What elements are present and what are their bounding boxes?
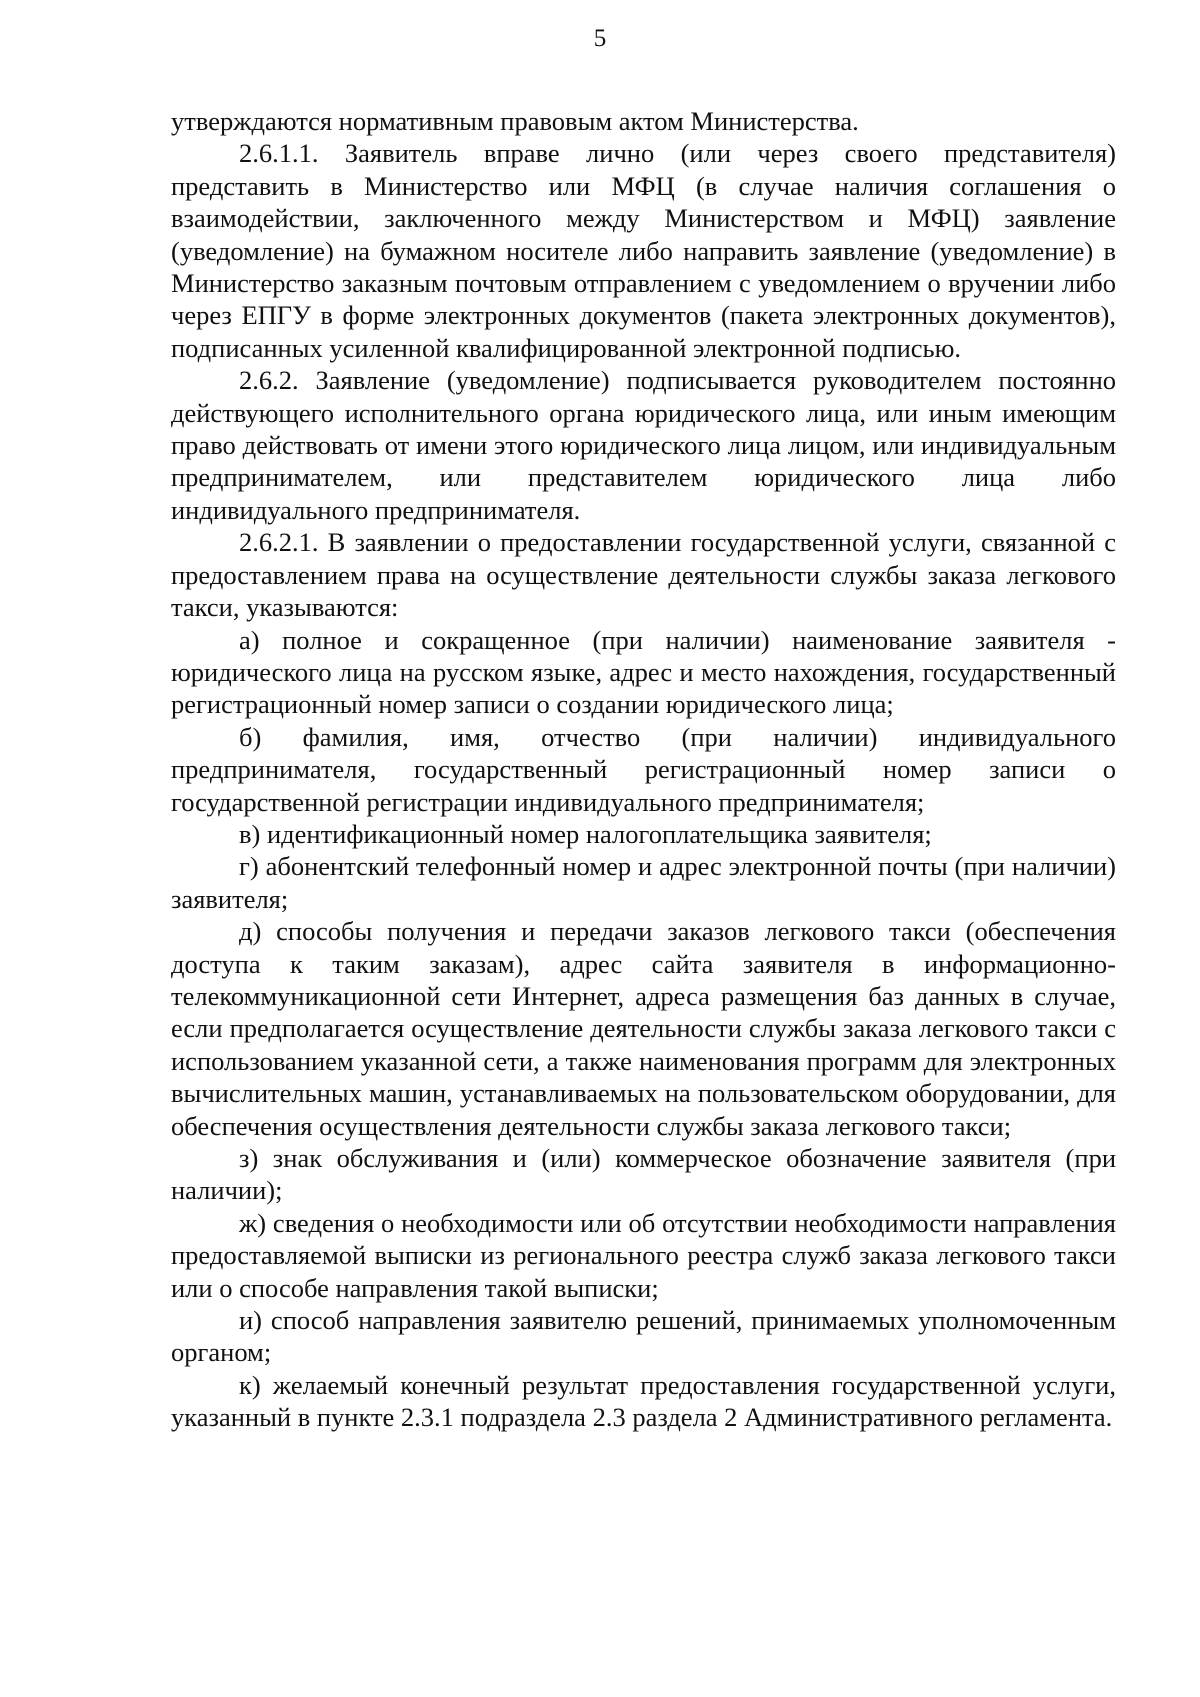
page-number: 5 [593, 25, 607, 52]
paragraph-2-6-2-1: 2.6.2.1. В заявлении о предоставлении государственной услуги, связанной с предоставлением права на осуществление деятельности службы заказа легкового такси, указываются: [171, 527, 1116, 623]
list-item-g: г) абонентский телефонный номер и адрес электронной почты (при наличии) заявителя; [171, 851, 1116, 914]
list-item-a: а) полное и сокращенное (при наличии) наименование заявителя - юридического лица на русском языке, адрес и место нахождения, государственный регистрационный номер записи о создании юридического лица; [171, 624, 1116, 720]
paragraph-2-6-2: 2.6.2. Заявление (уведомление) подписывается руководителем постоянно действующего исполнительного органа юридического лица, или иным имеющим право действовать от имени этого юридического лица лицом, или индивидуальным предпринимателем, или представителем юридического лица либо индивидуального предпринимателя. [171, 365, 1116, 525]
list-item-zh: ж) сведения о необходимости или об отсутствии необходимости направления предоставляемой выписки из регионального реестра служб заказа легкового такси или о способе направления такой выписки; [171, 1207, 1116, 1303]
paragraph-continuation: утверждаются нормативным правовым актом Министерства. [171, 106, 859, 136]
document-body [171, 105, 1116, 1434]
list-item-d: д) способы получения и передачи заказов легкового такси (обеспечения доступа к таким заказам), адрес сайта заявителя в информационно-телекоммуникационной сети Интернет, адреса размещения баз данных в случае, если предполагается осуществление деятельности службы заказа легкового такси с использованием указанной сети, а также наименования программ для электронных вычислительных машин, устанавливаемых на пользовательском оборудовании, для обеспечения осуществления деятельности службы заказа легкового такси; [171, 916, 1116, 1141]
list-item-k: к) желаемый конечный результат предоставления государственной услуги, указанный в пункте 2.3.1 подраздела 2.3 раздела 2 Административного регламента. [171, 1369, 1116, 1433]
paragraph-2-6-1-1: 2.6.1.1. Заявитель вправе лично (или через своего представителя) представить в Министерство или МФЦ (в случае наличия соглашения о взаимодействии, заключенного между Министерством и МФЦ) заявление (уведомление) на бумажном носителе либо направить заявление (уведомление) в Министерство заказным почтовым отправлением с уведомлением о вручении либо через ЕПГУ в форме электронных документов (пакета электронных документов), подписанных усиленной квалифицированной электронной подписью. [171, 138, 1116, 363]
list-item-b: б) фамилия, имя, отчество (при наличии) индивидуального предпринимателя, государственный регистрационный номер записи о государственной регистрации индивидуального предпринимателя; [171, 721, 1116, 817]
list-item-v: в) идентификационный номер налогоплательщика заявителя; [239, 818, 932, 849]
list-item-i: и) способ направления заявителю решений, принимаемых уполномоченным органом; [171, 1305, 1116, 1368]
list-item-z: з) знак обслуживания и (или) коммерческое обозначение заявителя (при наличии); [171, 1143, 1116, 1206]
